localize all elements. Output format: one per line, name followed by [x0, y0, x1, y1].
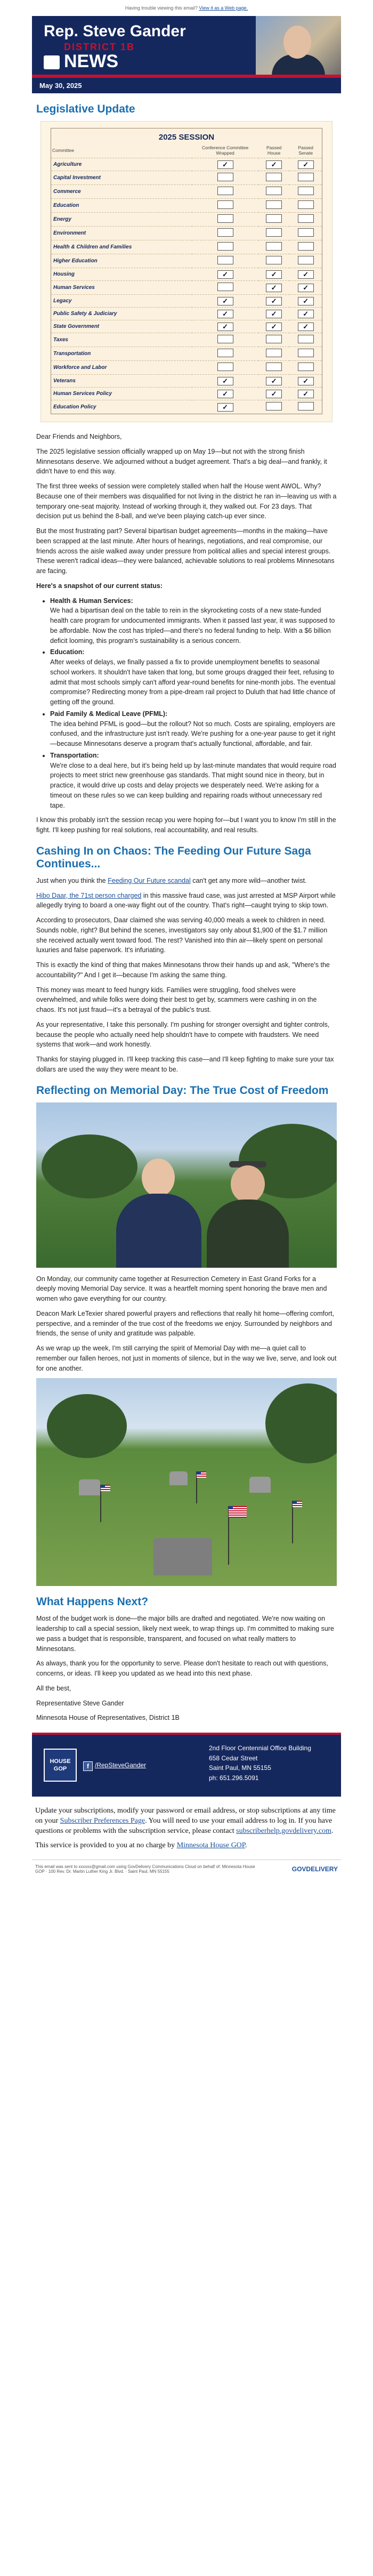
status-cell [258, 227, 289, 240]
status-cell [289, 388, 322, 400]
leg-paragraph-1: The 2025 legislative session officially wrapped up on May 19—but not with the strong finish Minnesotans deserve. We adjourned without a budget agreement. That's a big deal—and frankly, it didn't have to end this way. [36, 447, 327, 476]
flag-icon [101, 1485, 110, 1491]
office-address [209, 1743, 311, 1783]
status-cell [289, 199, 322, 213]
committee-name: Veterans [51, 375, 192, 388]
leg-paragraph-3: But the most frustrating part? Several bipartisan budget agreements—months in the making—have been scrapped at the last minute. After hours of hearings, negotiations, and real compromise, our friends across the aisle walked away under pressure from political allies and special interest groups. These weren't radical ideas—they were balanced, achievable solutions to real problems Minnesotans are facing. [36, 527, 335, 575]
status-cell [289, 171, 322, 185]
status-cell [289, 254, 322, 268]
status-cell [258, 333, 289, 347]
hibo-daar-link[interactable]: Hibo Daar, the 71st person charged [36, 891, 142, 899]
col-header-committee: Committee [52, 148, 75, 153]
chaos-heading: Cashing In on Chaos: The Feeding Our Future Saga Continues... [36, 844, 311, 870]
status-cell [289, 268, 322, 281]
status-cell [192, 361, 258, 375]
committee-name: Education [51, 199, 192, 213]
status-cell [192, 254, 258, 268]
committee-name: Health & Children and Families [51, 240, 192, 254]
checkbox-icon: ✓ [217, 403, 233, 412]
table-row [51, 347, 322, 361]
table-row [51, 240, 322, 254]
status-cell [258, 254, 289, 268]
memorial-paragraph-3: As we wrap up the week, I'm still carrying the spirit of Memorial Day with me—a quiet call to remember our fallen heroes, not just in moments of silence, but in the way we live, serve, and look out for one another. [36, 1345, 337, 1372]
checkbox-icon [298, 214, 314, 223]
chaos-paragraph-6: As your representative, I take this personally. I'm pushing for stronger oversight and tighter controls, because the people who actually need help shouldn't have to compete with fraudsters. We need systems that work—and work honestly. [36, 1020, 330, 1049]
address-line-2: 658 Cedar Street [209, 1754, 258, 1762]
checkbox-icon [217, 173, 233, 181]
status-cell [289, 375, 322, 388]
checkbox-icon [266, 256, 282, 264]
status-cell [289, 227, 322, 240]
committee-name: Legacy [51, 295, 192, 308]
status-cell [192, 227, 258, 240]
flag-icon [229, 1506, 247, 1518]
checkbox-icon [298, 187, 314, 195]
banner-news: NEWS [64, 51, 118, 71]
checkbox-icon [266, 214, 282, 223]
minnesota-logo-icon [44, 55, 60, 69]
status-cell [289, 347, 322, 361]
table-row [51, 333, 322, 347]
col-header-passed-senate: Passed Senate [298, 145, 313, 156]
status-cell [258, 375, 289, 388]
checkbox-icon [217, 187, 233, 195]
gov-text: . [331, 1826, 334, 1835]
headstone-shape [153, 1538, 212, 1575]
checkbox-icon [217, 242, 233, 251]
committee-name: State Government [51, 320, 192, 333]
address-line-3: Saint Paul, MN 55155 [209, 1764, 271, 1772]
checkbox-icon [217, 335, 233, 343]
person-left [116, 1158, 201, 1268]
chaos-paragraph-2 [36, 891, 337, 911]
checkbox-icon [266, 187, 282, 195]
committee-name: Higher Education [51, 254, 192, 268]
status-cell [192, 388, 258, 400]
status-cell [258, 240, 289, 254]
session-table-body [51, 158, 322, 414]
session-box [51, 128, 322, 414]
header-banner [32, 16, 341, 78]
status-cell [258, 158, 289, 171]
status-cell [289, 295, 322, 308]
facebook-handle-link[interactable]: /RepSteveGander [95, 1761, 147, 1769]
table-row [51, 281, 322, 295]
bullet-text: We're close to a deal here, but it's being held up by last-minute mandates that would require road projects to meet strict new greenhouse gas standards. That might sound nice in theory, but in practice, it would drive up costs and delay projects we desperately need. We're asking for a timeout on these rules so we can keep building and repairing roads without unnecessary red tape. [50, 761, 336, 809]
status-cell [258, 388, 289, 400]
table-row [51, 213, 322, 227]
memorial-heading: Reflecting on Memorial Day: The True Cost of Freedom [36, 1084, 329, 1097]
table-row [51, 400, 322, 414]
chaos-paragraph-4: This is exactly the kind of thing that makes Minnesotans throw their hands up and ask, "Where's the accountability?" And I get it—because I'm asking the same thing. [36, 961, 330, 979]
bullet-title: Education: [50, 648, 85, 656]
checkbox-icon: ✓ [217, 323, 233, 331]
checkbox-icon: ✓ [266, 297, 282, 305]
committee-name: Housing [51, 268, 192, 281]
status-cell [192, 213, 258, 227]
status-cell [192, 295, 258, 308]
banner-district: DISTRICT 1B [64, 42, 135, 52]
top-note [0, 0, 373, 16]
gov-text: . You will need to use your email address to log in. If you have questions or problems with the subscription service, please contact [35, 1816, 333, 1835]
table-row [51, 375, 322, 388]
col-header-passed-house: Passed House [266, 145, 282, 156]
committee-name: Taxes [51, 333, 192, 347]
leg-paragraph-4: I know this probably isn't the session recap you were hoping for—but I want you to know I'm still in the fight. I'll keep pushing for real solutions, real accountability, and real results. [36, 816, 336, 834]
bullet-text: After weeks of delays, we finally passed a fix to provide unemployment benefits to seasonal school workers. It shouldn't have taken that long, but some groups dragged their feet, refusing to admit that most schools simply can't afford year-round benefits for nine-month jobs. The eventual compromise? Redirecting money from a pipe-dream rail project to Duluth that had little chance of getting off the ground. [50, 658, 336, 706]
checkbox-icon [298, 173, 314, 181]
status-cell [289, 213, 322, 227]
status-cell [258, 295, 289, 308]
tree-shape [265, 1383, 337, 1463]
headstone-shape [79, 1479, 100, 1495]
disclaimer [32, 1859, 341, 1882]
chaos-text: in this massive fraud case, was just arrested at MSP Airport while allegedly trying to board a one-way flight out of the country. That's right—caught trying to skip town. [36, 891, 336, 909]
committee-name: Workforce and Labor [51, 361, 192, 375]
checkbox-icon [298, 256, 314, 264]
list-item [50, 596, 337, 646]
checkbox-icon [217, 228, 233, 237]
email-container [32, 16, 341, 1882]
house-gop-logo-icon: HOUSE GOP [44, 1749, 77, 1782]
status-cell [258, 347, 289, 361]
checkbox-icon: ✓ [266, 270, 282, 279]
checkbox-icon [217, 256, 233, 264]
status-cell [192, 171, 258, 185]
committee-name: Agriculture [51, 158, 192, 171]
headstone-shape [249, 1477, 271, 1493]
status-cell [289, 240, 322, 254]
subscription-info [32, 1797, 341, 1856]
committee-name: Human Services [51, 281, 192, 295]
status-cell [289, 281, 322, 295]
footer [32, 1733, 341, 1797]
memorial-photo-people [36, 1102, 337, 1268]
checkbox-icon: ✓ [266, 377, 282, 385]
table-row [51, 361, 322, 375]
status-cell [258, 400, 289, 414]
committee-name: Human Services Policy [51, 388, 192, 400]
col-header-conference: Conference Committee Wrapped [201, 145, 249, 156]
committee-name: Energy [51, 213, 192, 227]
status-cell [258, 281, 289, 295]
committee-name: Public Safety & Judiciary [51, 308, 192, 320]
checkbox-icon [217, 200, 233, 209]
flag-icon [197, 1471, 206, 1478]
status-cell [258, 171, 289, 185]
legislative-update-heading: Legislative Update [36, 103, 135, 115]
checkbox-icon [217, 363, 233, 371]
checkbox-icon [217, 349, 233, 357]
checkbox-icon: ✓ [217, 160, 233, 169]
list-item [50, 647, 337, 707]
status-cell [289, 400, 322, 414]
table-row [51, 254, 322, 268]
checkbox-icon [298, 242, 314, 251]
checkbox-icon [298, 363, 314, 371]
checkbox-icon [266, 242, 282, 251]
status-cell [192, 199, 258, 213]
status-cell [289, 361, 322, 375]
bullet-title: Health & Human Services: [50, 597, 133, 605]
status-cell [258, 361, 289, 375]
subscriber-preferences-link[interactable]: Subscriber Preferences Page [60, 1816, 145, 1825]
status-cell [192, 347, 258, 361]
checkbox-icon: ✓ [298, 270, 314, 279]
checkbox-icon: ✓ [266, 323, 282, 331]
phone-number: ph: 651.296.5091 [209, 1774, 259, 1782]
gov-text: . [245, 1841, 247, 1849]
checkbox-icon [298, 402, 314, 410]
greeting: Dear Friends and Neighbors, [36, 433, 122, 440]
status-cell [192, 281, 258, 295]
table-row [51, 295, 322, 308]
checkbox-icon: ✓ [298, 310, 314, 318]
committee-name: Capital Investment [51, 171, 192, 185]
date-bar: May 30, 2025 [32, 78, 341, 93]
bullet-text: We had a bipartisan deal on the table to rein in the skyrocketing costs of a new state-funded health care program for undocumented immigrants. When it passed last year, it was supposed to be affordable. Now the cost has tripled—and there's no federal funding to help. With a $6 billion deficit looming, this program's sustainability is a serious concern. [50, 607, 335, 645]
committee-name: Environment [51, 227, 192, 240]
status-cell [192, 240, 258, 254]
checkbox-icon: ✓ [298, 284, 314, 292]
disclaimer-text: This email was sent to xxxxxx@gmail.com using GovDelivery Communications Cloud on behalf of: Minnesota House GOP · 100 Rev. Dr. Martin Luther King Jr. Blvd. · Saint Paul, MN 55155 [35, 1864, 255, 1874]
status-cell [258, 185, 289, 199]
banner-title: Rep. Steve Gander [44, 22, 186, 40]
status-cell [289, 308, 322, 320]
email-body [32, 103, 341, 1723]
checkbox-icon: ✓ [266, 390, 282, 398]
chaos-paragraph-5: This money was meant to feed hungry kids. Families were struggling, food shelves were overwhelmed, and while folks were doing their best to get by, scammers were cashing in on the chaos. It's not just fraud—it's a betrayal of the public's trust. [36, 986, 317, 1013]
feeding-our-future-link[interactable]: Feeding Our Future scandal [108, 876, 191, 884]
govdelivery-logo[interactable]: GOVDELIVERY [291, 1865, 338, 1873]
chaos-text: Just when you think the [36, 876, 108, 884]
service-text [35, 1841, 338, 1851]
committee-name: Commerce [51, 185, 192, 199]
checkbox-icon [298, 349, 314, 357]
bullet-title: Transportation: [50, 751, 99, 759]
representative-photo [256, 16, 341, 75]
chaos-paragraph-3: According to prosecutors, Daar claimed she was serving 40,000 meals a week to children in need. Sounds noble, right? But behind the scenes, investigators say only about $1,900 of the $1.7 million she received actually went toward food. The rest? Vanished into thin air—likely spent on personal luxuries and false paperwork. It's infuriating. [36, 916, 328, 954]
checkbox-icon [217, 283, 233, 291]
table-row [51, 199, 322, 213]
committee-name: Transportation [51, 347, 192, 361]
status-cell [289, 158, 322, 171]
next-paragraph-1: Most of the budget work is done—the major bills are drafted and negotiated. We're now waiting on leadership to call a special session, likely next week, to wrap things up. I'm committed to making sure we pass a budget that is responsible, transparent, and focused on what really matters to Minnesotans. [36, 1615, 334, 1653]
address-line-1: 2nd Floor Centennial Office Building [209, 1744, 311, 1752]
web-version-link[interactable]: View it as a Web page. [199, 5, 248, 11]
closing: All the best, [36, 1684, 71, 1692]
list-item [50, 751, 337, 811]
snapshot-heading: Here's a snapshot of our current status: [36, 582, 163, 590]
session-graphic [40, 121, 333, 422]
status-cell [258, 320, 289, 333]
status-cell [258, 268, 289, 281]
session-table [51, 143, 322, 414]
status-cell [192, 308, 258, 320]
subscription-text [35, 1806, 338, 1837]
checkbox-icon: ✓ [298, 323, 314, 331]
table-row [51, 308, 322, 320]
status-cell [258, 308, 289, 320]
table-row [51, 320, 322, 333]
gov-text: This service is provided to you at no charge by [35, 1841, 177, 1849]
session-title: 2025 SESSION [158, 133, 215, 142]
memorial-paragraph-1: On Monday, our community came together at Resurrection Cemetery in East Grand Forks for a deeply moving Memorial Day service. It was a heartfelt morning spent honoring the brave men and women who gave everything for our country. [36, 1275, 327, 1302]
checkbox-icon: ✓ [298, 160, 314, 169]
person-right [207, 1161, 289, 1268]
status-cell [192, 158, 258, 171]
memorial-paragraph-2: Deacon Mark LeTexier shared powerful prayers and reflections that really hit home—offering comfort, perspective, and a reminder of the true cost of the freedoms we enjoy. Surrounded by neighbors and friends, the sense of unity and gratitude was palpable. [36, 1309, 335, 1338]
status-cell [192, 333, 258, 347]
status-cell [258, 199, 289, 213]
status-cell [289, 333, 322, 347]
table-row [51, 268, 322, 281]
tree-shape [47, 1394, 127, 1458]
chaos-paragraph-7: Thanks for staying plugged in. I'll keep tracking this case—and I'll keep fighting to make sure your tax dollars are used the way they were meant to be. [36, 1056, 334, 1073]
status-cell [192, 268, 258, 281]
gov-text: Update your subscriptions, modify your password or email address, or stop subscriptions at any time on your [35, 1807, 336, 1825]
status-cell [192, 320, 258, 333]
table-row [51, 388, 322, 400]
checkbox-icon [266, 173, 282, 181]
checkbox-icon: ✓ [217, 270, 233, 279]
checkbox-icon [266, 335, 282, 343]
checkbox-icon: ✓ [217, 297, 233, 305]
signature-name: Representative Steve Gander [36, 1699, 124, 1707]
house-gop-link[interactable]: Minnesota House GOP [176, 1841, 246, 1849]
list-item [50, 709, 337, 749]
table-row [51, 227, 322, 240]
status-cell [289, 320, 322, 333]
checkbox-icon [266, 363, 282, 371]
checkbox-icon: ✓ [298, 390, 314, 398]
checkbox-icon [298, 200, 314, 209]
memorial-photo-flags [36, 1378, 337, 1586]
checkbox-icon: ✓ [217, 390, 233, 398]
signature-title: Minnesota House of Representatives, District 1B [36, 1714, 180, 1722]
checkbox-icon: ✓ [217, 377, 233, 385]
bullet-text: The idea behind PFML is good—but the rollout? Not so much. Costs are spiraling, employers are confused, and the infrastructure just isn't ready. We're pushing for a one-year pause to get it right—because Minnesotans deserve a program that's actually functional, affordable, and fair. [50, 720, 336, 747]
head-shape [283, 26, 311, 59]
checkbox-icon [217, 214, 233, 223]
chaos-text: can't get any more wild—another twist. [190, 876, 307, 884]
flag-icon [293, 1501, 302, 1507]
checkbox-icon: ✓ [266, 284, 282, 292]
checkbox-icon [298, 335, 314, 343]
checkbox-icon: ✓ [298, 297, 314, 305]
checkbox-icon [266, 200, 282, 209]
flag-pole [292, 1501, 293, 1543]
top-note-text: Having trouble viewing this email? [125, 5, 198, 11]
checkbox-icon: ✓ [266, 160, 282, 169]
status-cell [289, 185, 322, 199]
checkbox-icon [298, 228, 314, 237]
checkbox-icon [266, 349, 282, 357]
checkbox-icon: ✓ [266, 310, 282, 318]
table-row [51, 171, 322, 185]
checkbox-icon [266, 402, 282, 410]
committee-name: Education Policy [51, 400, 192, 414]
next-heading: What Happens Next? [36, 1596, 149, 1608]
status-list [50, 596, 337, 811]
next-paragraph-2: As always, thank you for the opportunity to serve. Please don't hesitate to reach out with questions, concerns, or ideas. I'll keep you updated as we head into this next phase. [36, 1660, 328, 1677]
status-cell [192, 400, 258, 414]
checkbox-icon: ✓ [298, 377, 314, 385]
facebook-icon[interactable]: f [83, 1761, 93, 1771]
leg-paragraph-2: The first three weeks of session were completely stalled when half the House went AWOL. Why? Because one of their members was disqualified for not living in the district he ran in—leaving us with a temporary one-seat majority. Instead of working through it, they walked out. For 23 days. That decision put us behind the 8-ball, and we've been playing catch-up ever since. [36, 482, 337, 520]
status-cell [192, 185, 258, 199]
checkbox-icon: ✓ [217, 310, 233, 318]
checkbox-icon [266, 228, 282, 237]
table-row [51, 158, 322, 171]
status-cell [192, 375, 258, 388]
chaos-paragraph-1 [36, 876, 337, 886]
status-cell [258, 213, 289, 227]
headstone-shape [169, 1471, 188, 1485]
bullet-title: Paid Family & Medical Leave (PFML): [50, 710, 168, 718]
subscriber-help-link[interactable]: subscriberhelp.govdelivery.com [236, 1826, 331, 1835]
table-row [51, 185, 322, 199]
